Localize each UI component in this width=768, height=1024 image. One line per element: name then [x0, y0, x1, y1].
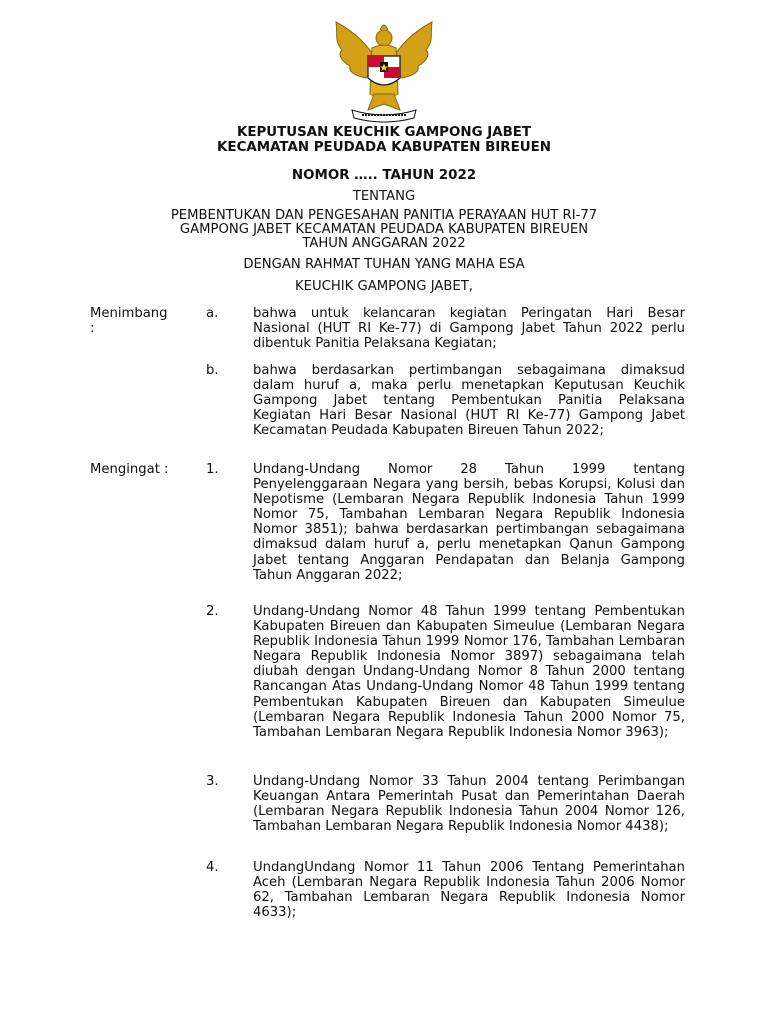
mengingat-item-1: Undang-Undang Nomor 28 Tahun 1999 tentang Penyelenggaraan Negara yang bersih, bebas Korupsi, Kolusi dan Nepotisme (Lembaran Negara Republik Indonesia Tahun 1999 Nomor 75, Tambahan Lembaran Negara Republik Indonesia Nomor 3851); bahwa berdasarkan pertimbangan sebagaimana dimaksud dalam huruf a, perlu menetapkan Qanun Gampong Jabet tentang Anggaran Pendapatan dan Belanja Gampong Tahun Anggaran 2022; [253, 462, 685, 583]
mengingat-item-3: Undang-Undang Nomor 33 Tahun 2004 tentang Perimbangan Keuangan Antara Pemerintah Pusat dan Pemerintahan Daerah (Lembaran Negara Republik Indonesia Tahun 2004 Nomor 126, Tambahan Lembaran Negara Republik Indonesia Nomor 4438); [253, 774, 685, 835]
mengingat-mark-2: 2. [206, 604, 219, 619]
decree-number: NOMOR ….. TAHUN 2022 [291, 168, 477, 183]
keuchik-line: KEUCHIK GAMPONG JABET, [294, 279, 474, 294]
mengingat-mark-4: 4. [206, 860, 219, 875]
menimbang-colon: : [90, 321, 95, 336]
menimbang-mark-b: b. [206, 363, 219, 378]
mengingat-label: Mengingat : [90, 462, 169, 477]
mengingat-mark-1: 1. [206, 462, 219, 477]
mengingat-item-4: UndangUndang Nomor 11 Tahun 2006 Tentang Pemerintahan Aceh (Lembaran Negara Republik Indonesia Tahun 2006 Nomor 62, Tambahan Lembaran Negara Republik Indonesia Nomor 4633); [253, 860, 685, 921]
decree-title-line2: KECAMATAN PEUDADA KABUPATEN BIREUEN [217, 140, 551, 155]
mengingat-mark-3: 3. [206, 774, 219, 789]
subject-line2: GAMPONG JABET KECAMATAN PEUDADA KABUPATEN BIREUEN [179, 222, 589, 237]
menimbang-label: Menimbang [90, 306, 168, 321]
menimbang-item-a: bahwa untuk kelancaran kegiatan Peringatan Hari Besar Nasional (HUT RI Ke-77) di Gampong Jabet Tahun 2022 perlu dibentuk Panitia Pelaksana Kegiatan; [253, 306, 685, 352]
garuda-pancasila-emblem [328, 16, 440, 126]
subject-line3: TAHUN ANGGARAN 2022 [302, 236, 466, 251]
menimbang-mark-a: a. [206, 306, 219, 321]
tentang-heading: TENTANG [352, 189, 416, 204]
subject-line1: PEMBENTUKAN DAN PENGESAHAN PANITIA PERAYAAN HUT RI-77 [170, 208, 598, 223]
rahmat-line: DENGAN RAHMAT TUHAN YANG MAHA ESA [243, 257, 525, 272]
menimbang-item-b: bahwa berdasarkan pertimbangan sebagaimana dimaksud dalam huruf a, maka perlu menetapkan Keputusan Keuchik Gampong Jabet tentang Pembentukan Panitia Pelaksana Kegiatan Hari Besar Nasional (HUT RI Ke-77) Gampong Jabet Kecamatan Peudada Kabupaten Bireuen Tahun 2022; [253, 363, 685, 439]
decree-title-line1: KEPUTUSAN KEUCHIK GAMPONG JABET [236, 125, 532, 140]
mengingat-item-2: Undang-Undang Nomor 48 Tahun 1999 tentang Pembentukan Kabupaten Bireuen dan Kabupaten Simeulue (Lembaran Negara Republik Indonesia Tahun 1999 Nomor 176, Tambahan Lembaran Negara Republik Indonesia Nomor 3897) sebagaimana telah diubah dengan Undang-Undang Nomor 8 Tahun 2000 tentang Rancangan Atas Undang-Undang Nomor 48 Tahun 1999 tentang Pembentukan Kabupaten Bireuen dan Kabupaten Simeulue (Lembaran Negara Republik Indonesia Tahun 2000 Nomor 75, Tambahan Lembaran Negara Republik Indonesia Nomor 3963); [253, 604, 685, 740]
